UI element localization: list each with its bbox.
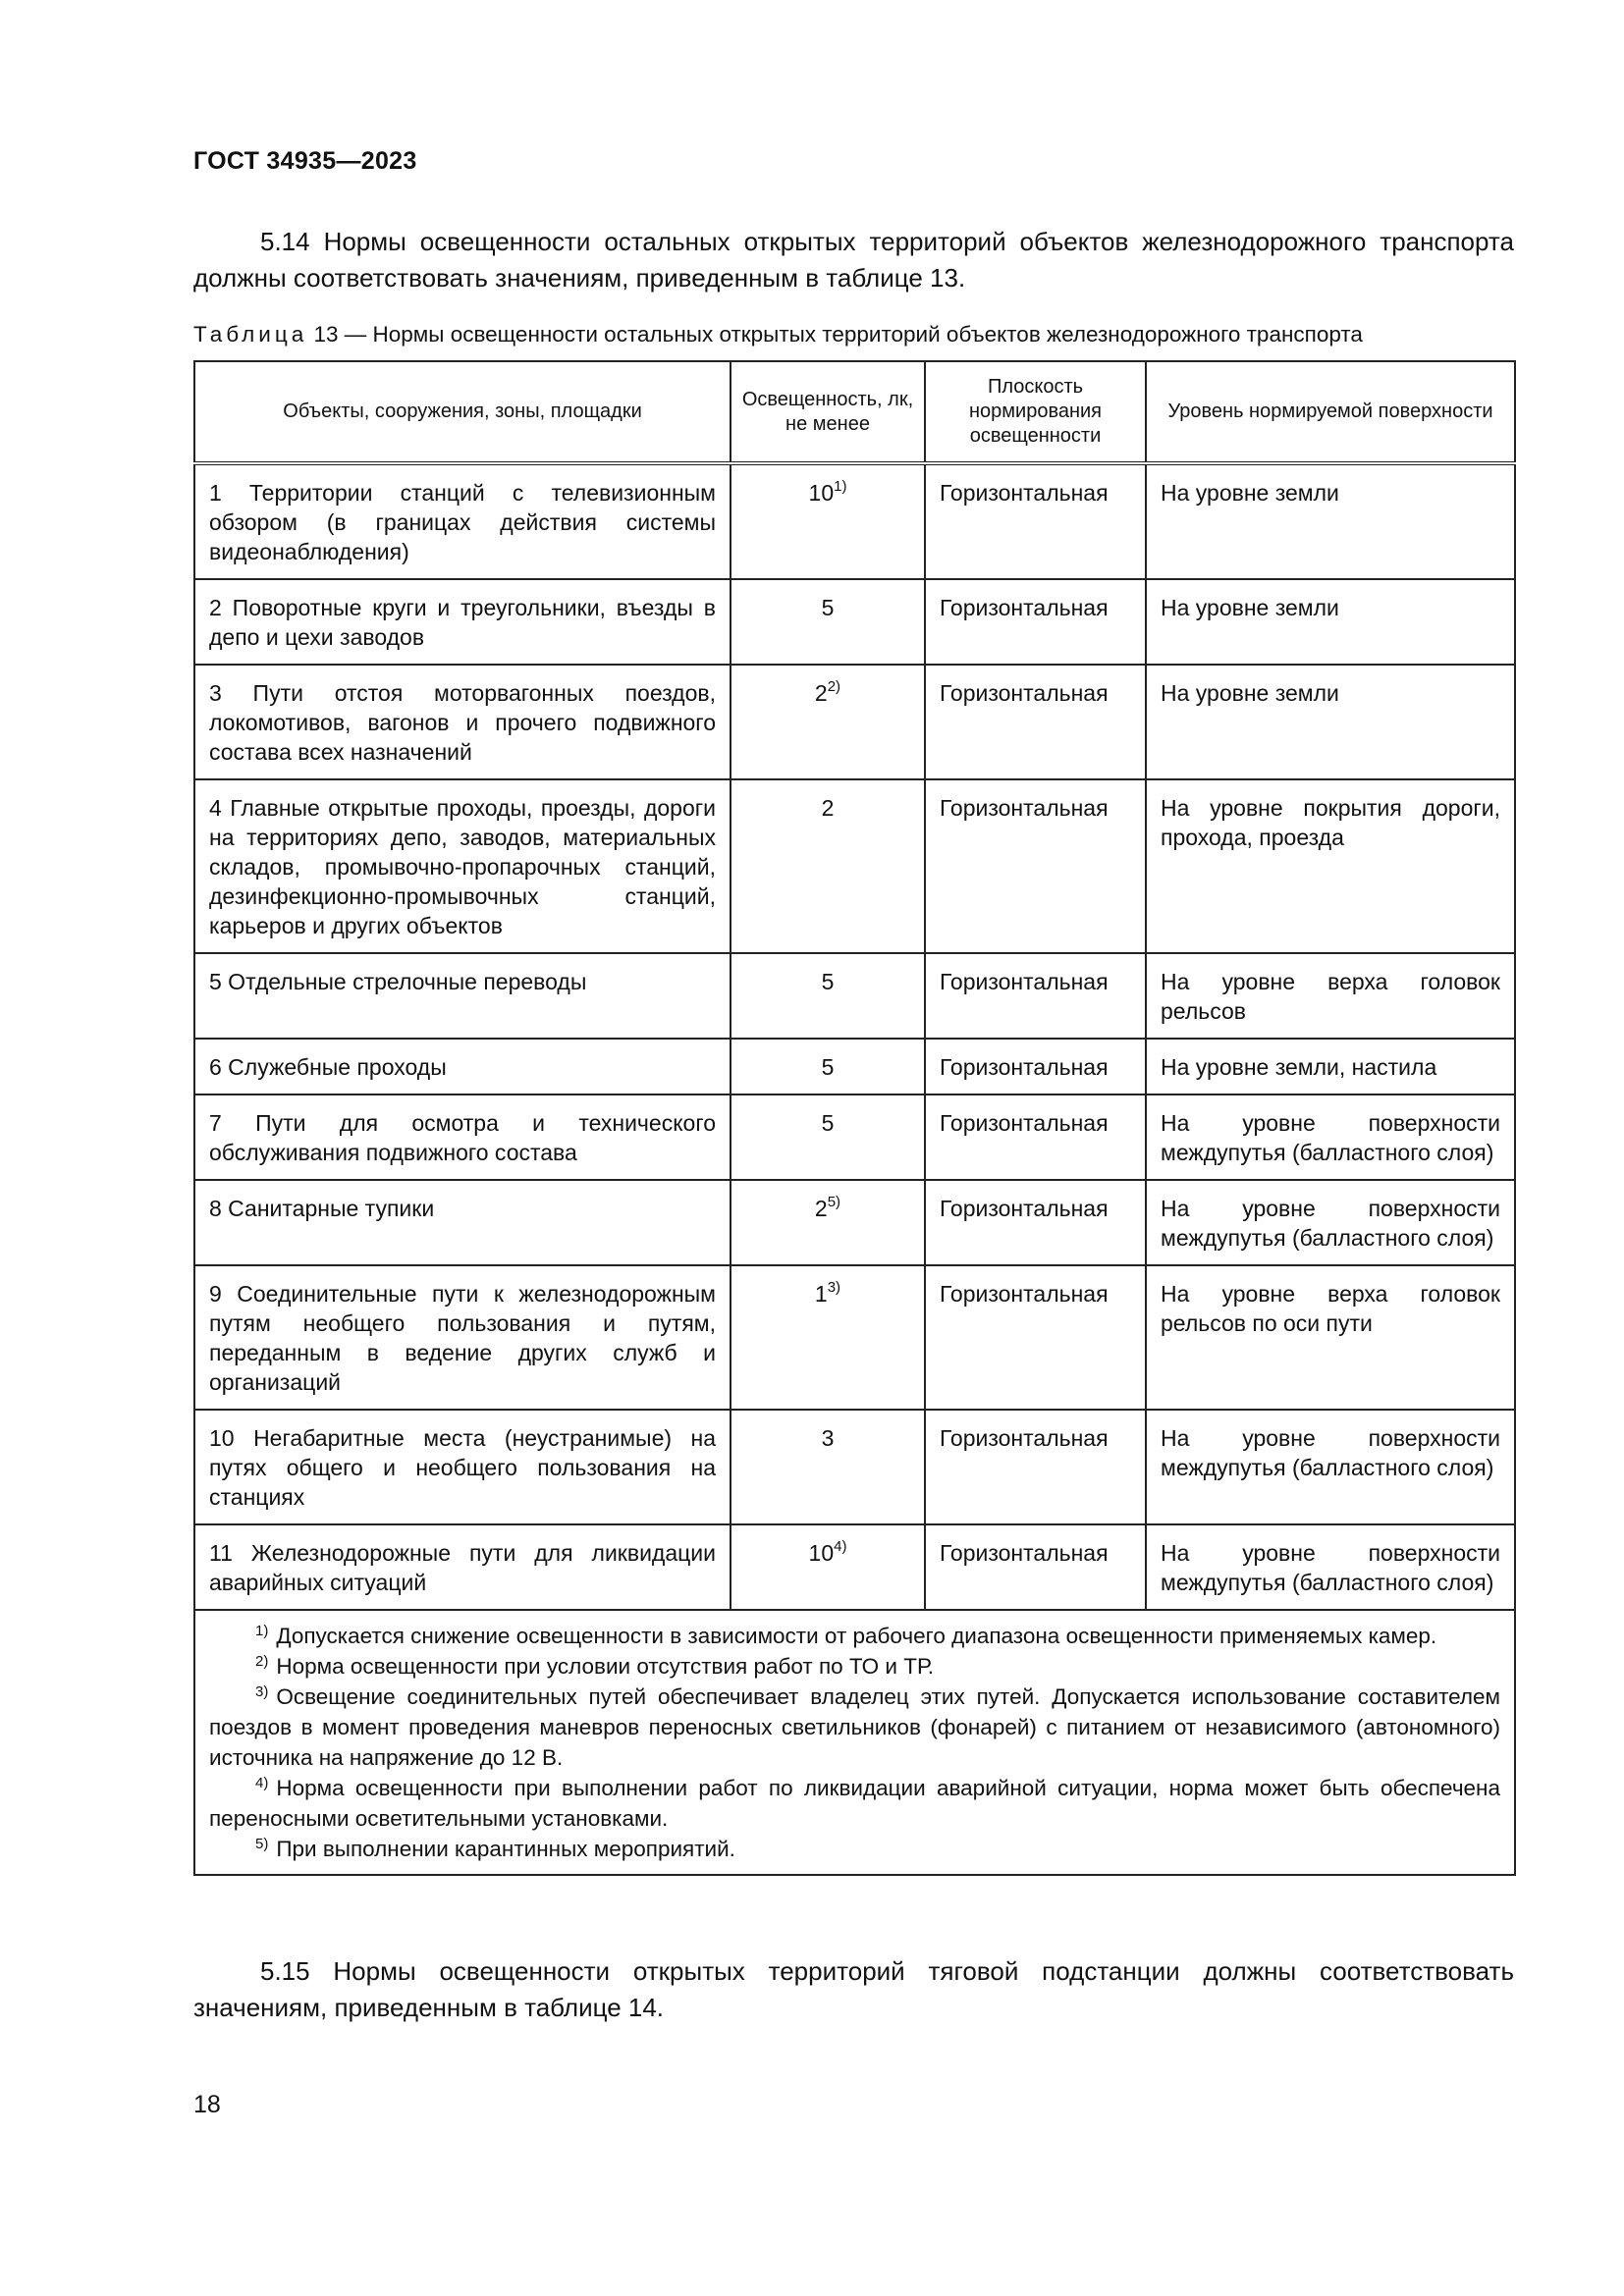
cell-plane: Горизонтальная xyxy=(925,953,1146,1039)
illuminance-value: 2 xyxy=(814,1196,828,1221)
illuminance-value: 2 xyxy=(814,680,828,706)
paragraph-5-14-text: 5.14 Нормы освещенности остальных открытых территорий объектов железнодорожного транспорта должны соответствовать значениям, приведенным в таблице 13. xyxy=(193,227,1514,293)
footnote-mark: 3) xyxy=(827,1279,841,1297)
cell-level: На уровне земли, настила xyxy=(1146,1039,1515,1095)
cell-plane: Горизонтальная xyxy=(925,463,1146,579)
column-header-level: Уровень нормируемой поверхности xyxy=(1146,361,1515,463)
cell-object: 3 Пути отстоя моторвагонных поездов, локомотивов, вагонов и прочего подвижного состава всех назначений xyxy=(194,665,731,779)
footnote: 2) Норма освещенности при условии отсутствия работ по ТО и ТР. xyxy=(255,1653,934,1679)
illuminance-value: 5 xyxy=(821,1110,835,1136)
cell-level: На уровне поверхности междупутья (балластного слоя) xyxy=(1146,1180,1515,1265)
cell-plane: Горизонтальная xyxy=(925,665,1146,779)
cell-object: 4 Главные открытые проходы, проезды, дороги на территориях депо, заводов, материальных складов, промывочно-пропарочных станций, дезинфекционно-промывочных станций, карьеров и других объектов xyxy=(194,779,731,953)
table-footnotes-row xyxy=(194,1610,1515,1875)
cell-plane: Горизонтальная xyxy=(925,1265,1146,1410)
cell-level: На уровне поверхности междупутья (балластного слоя) xyxy=(1146,1095,1515,1180)
cell-illuminance xyxy=(731,1095,925,1180)
cell-object: 8 Санитарные тупики xyxy=(194,1180,731,1265)
illuminance-value: 1 xyxy=(814,1281,828,1307)
cell-illuminance xyxy=(731,1410,925,1524)
cell-object: 5 Отдельные стрелочные переводы xyxy=(194,953,731,1039)
page-number: 18 xyxy=(193,2091,221,2118)
cell-plane: Горизонтальная xyxy=(925,579,1146,665)
footnote: 4) Норма освещенности при выполнении работ по ликвидации аварийной ситуации, норма может быть обеспечена переносными осветительными установками. xyxy=(209,1775,1500,1831)
cell-plane: Горизонтальная xyxy=(925,1039,1146,1095)
cell-plane: Горизонтальная xyxy=(925,1095,1146,1180)
table-row xyxy=(194,1265,1515,1410)
cell-object: 7 Пути для осмотра и технического обслуживания подвижного состава xyxy=(194,1095,731,1180)
document-header: ГОСТ 34935—2023 xyxy=(193,147,417,175)
cell-plane: Горизонтальная xyxy=(925,1524,1146,1610)
cell-level: На уровне земли xyxy=(1146,665,1515,779)
illuminance-value: 5 xyxy=(821,1054,835,1080)
footnote-mark: 4) xyxy=(834,1538,847,1556)
footnote-text: Норма освещенности при условии отсутствия работ по ТО и ТР. xyxy=(276,1654,934,1679)
cell-plane: Горизонтальная xyxy=(925,1410,1146,1524)
illuminance-value: 5 xyxy=(821,595,835,620)
column-header-objects: Объекты, сооружения, зоны, площадки xyxy=(194,361,731,463)
illuminance-value: 10 xyxy=(808,1540,835,1566)
cell-level: На уровне поверхности междупутья (балластного слоя) xyxy=(1146,1524,1515,1610)
cell-object: 9 Соединительные пути к железнодорожным путям необщего пользования и путям, переданным в ведение других служб и организаций xyxy=(194,1265,731,1410)
table-row xyxy=(194,953,1515,1039)
cell-object: 1 Территории станций с телевизионным обзором (в границах действия системы видеонаблюдения) xyxy=(194,463,731,579)
footnote-text: Освещение соединительных путей обеспечивает владелец этих путей. Допускается использование составителем поездов в момент проведения маневров переносных светильников (фонарей) с питанием от независимого (автономного) источника на напряжение до 12 В. xyxy=(209,1684,1500,1770)
table-footnotes xyxy=(194,1610,1515,1875)
paragraph-5-15 xyxy=(193,1953,1514,2026)
cell-object: 2 Поворотные круги и треугольники, въезды в депо и цехи заводов xyxy=(194,579,731,665)
cell-illuminance xyxy=(731,1039,925,1095)
table-row xyxy=(194,1180,1515,1265)
table-row xyxy=(194,1524,1515,1610)
cell-level: На уровне верха головок рельсов по оси пути xyxy=(1146,1265,1515,1410)
paragraph-5-14 xyxy=(193,224,1514,296)
table-row xyxy=(194,1095,1515,1180)
cell-illuminance xyxy=(731,953,925,1039)
table-row xyxy=(194,579,1515,665)
cell-level: На уровне верха головок рельсов xyxy=(1146,953,1515,1039)
cell-object: 6 Служебные проходы xyxy=(194,1039,731,1095)
footnote: 3) Освещение соединительных путей обеспечивает владелец этих путей. Допускается использование составителем поездов в момент проведения маневров переносных светильников (фонарей) с питанием от независимого (автономного) источника на напряжение до 12 В. xyxy=(209,1683,1500,1770)
table-caption-label: Таблица xyxy=(193,322,308,347)
footnote: 5) При выполнении карантинных мероприятий. xyxy=(255,1836,735,1861)
illuminance-value: 2 xyxy=(821,795,835,821)
cell-plane: Горизонтальная xyxy=(925,1180,1146,1265)
footnote-mark: 2) xyxy=(827,678,841,696)
table-row xyxy=(194,1410,1515,1524)
footnote-text: При выполнении карантинных мероприятий. xyxy=(276,1837,735,1861)
cell-illuminance xyxy=(731,1180,925,1265)
cell-illuminance xyxy=(731,1265,925,1410)
paragraph-5-15-text: 5.15 Нормы освещенности открытых территорий тяговой подстанции должны соответствовать значениям, приведенным в таблице 14. xyxy=(193,1956,1514,2022)
footnote: 1) Допускается снижение освещенности в зависимости от рабочего диапазона освещенности применяемых камер. xyxy=(255,1623,1437,1648)
cell-plane: Горизонтальная xyxy=(925,779,1146,953)
cell-level: На уровне земли xyxy=(1146,463,1515,579)
cell-level: На уровне земли xyxy=(1146,579,1515,665)
illumination-norms-table xyxy=(193,360,1516,1876)
footnote-mark: 1) xyxy=(834,478,847,496)
footnote-text: Допускается снижение освещенности в зависимости от рабочего диапазона освещенности применяемых камер. xyxy=(276,1624,1437,1648)
table-row xyxy=(194,463,1515,579)
column-header-plane: Плоскость нормирования освещенности xyxy=(925,361,1146,463)
illuminance-value: 10 xyxy=(808,480,835,506)
cell-illuminance xyxy=(731,579,925,665)
cell-illuminance xyxy=(731,1524,925,1610)
cell-object: 11 Железнодорожные пути для ликвидации аварийных ситуаций xyxy=(194,1524,731,1610)
cell-level: На уровне покрытия дороги, прохода, проезда xyxy=(1146,779,1515,953)
footnote-mark: 5) xyxy=(827,1194,841,1211)
illuminance-value: 5 xyxy=(821,969,835,994)
cell-illuminance xyxy=(731,665,925,779)
cell-illuminance xyxy=(731,779,925,953)
table-row xyxy=(194,1039,1515,1095)
table-row xyxy=(194,665,1515,779)
illuminance-value: 3 xyxy=(821,1425,835,1451)
cell-object: 10 Негабаритные места (неустранимые) на путях общего и необщего пользования на станциях xyxy=(194,1410,731,1524)
table-caption xyxy=(193,320,1514,349)
cell-level: На уровне поверхности междупутья (балластного слоя) xyxy=(1146,1410,1515,1524)
table-caption-text: 13 — Нормы освещенности остальных открытых территорий объектов железнодорожного транспорта xyxy=(313,322,1363,347)
cell-illuminance xyxy=(731,463,925,579)
footnote-text: Норма освещенности при выполнении работ по ликвидации аварийной ситуации, норма может быть обеспечена переносными осветительными установками. xyxy=(209,1776,1500,1831)
column-header-illuminance: Освещенность, лк, не менее xyxy=(731,361,925,463)
table-row xyxy=(194,779,1515,953)
table-header-row xyxy=(194,361,1515,463)
